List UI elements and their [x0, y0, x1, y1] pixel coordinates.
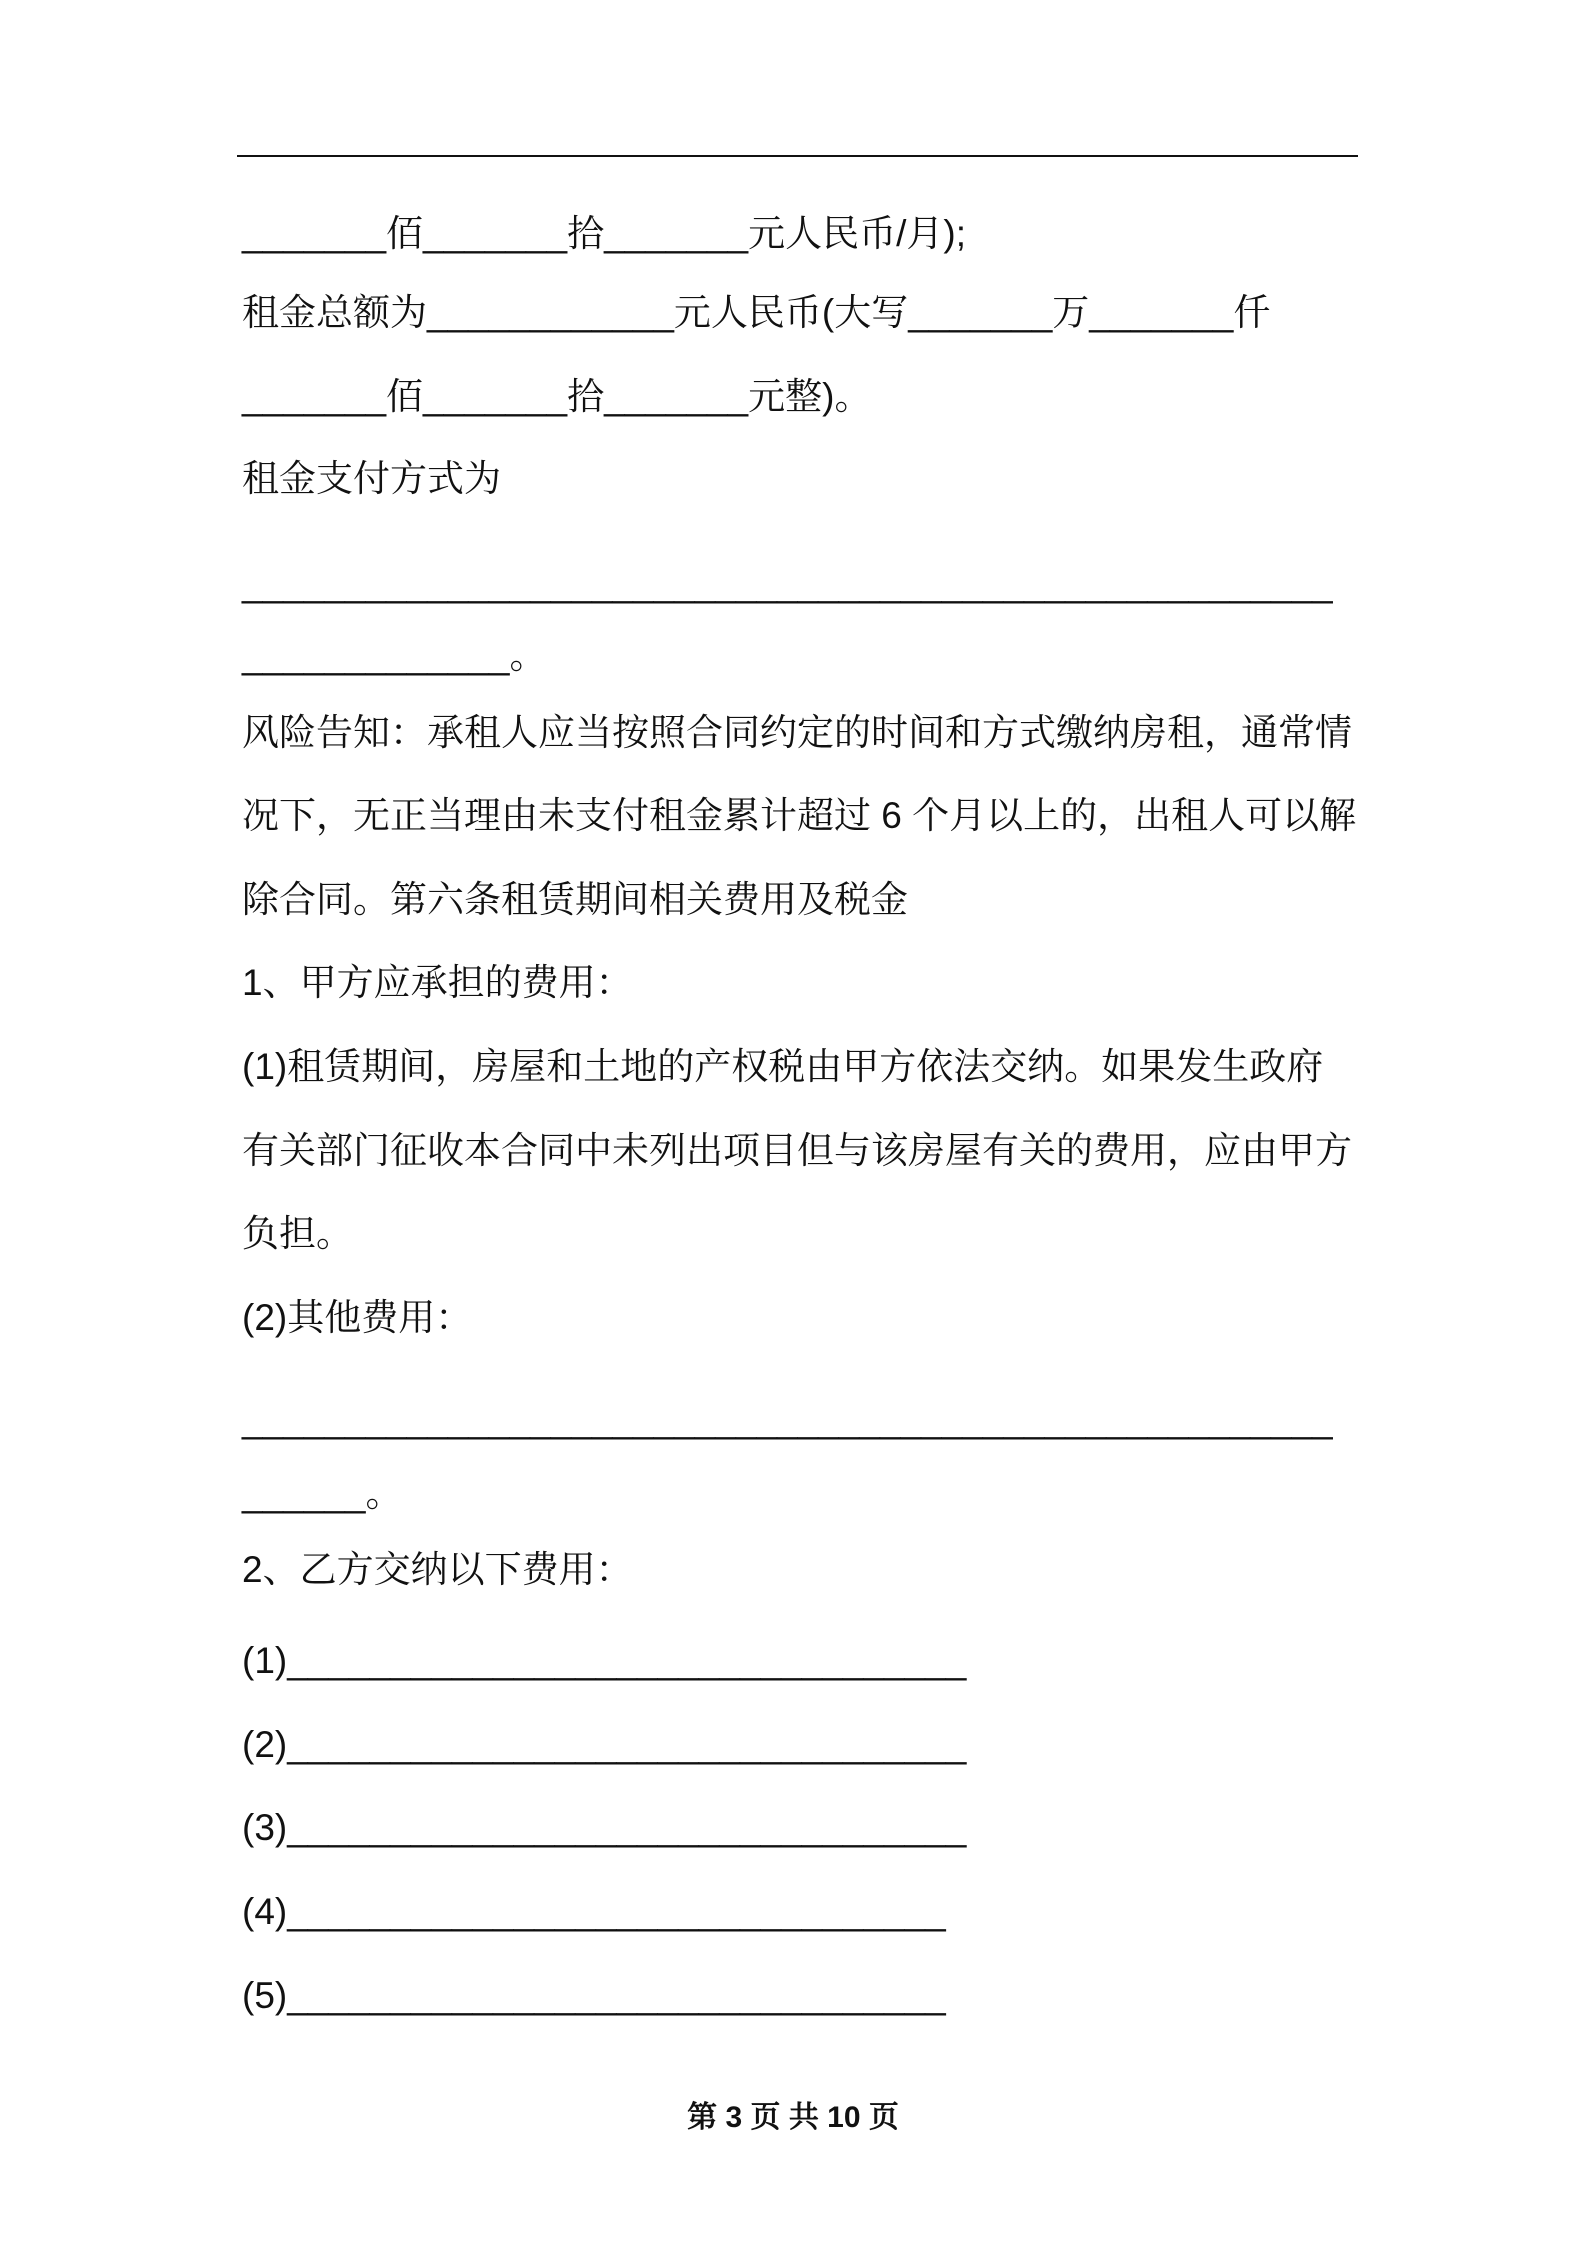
text-line: _____________。	[242, 635, 547, 676]
text-line: _______佰_______拾_______元人民币/月);	[242, 213, 967, 254]
text-line: 有关部门征收本合同中未列出项目但与该房屋有关的费用，应由甲方	[242, 1130, 1352, 1171]
page-number-footer: 第 3 页 共 10 页	[687, 2101, 899, 2134]
text-line: 租金支付方式为	[242, 458, 501, 499]
text-line: 除合同。第六条租赁期间相关费用及税金	[242, 879, 908, 920]
text-line: 2、乙方交纳以下费用：	[242, 1549, 633, 1590]
text-line: (5)________________________________	[242, 1975, 946, 2016]
text-line: (4)________________________________	[242, 1891, 946, 1932]
text-line: _______佰_______拾_______元整)。	[242, 376, 872, 417]
text-line: 风险告知：承租人应当按照合同约定的时间和方式缴纳房租，通常情	[242, 712, 1352, 753]
text-line: ______。	[242, 1473, 403, 1514]
text-line: _____________________________________________________	[242, 563, 1333, 604]
text-line: (1)租赁期间，房屋和土地的产权税由甲方依法交纳。如果发生政府	[242, 1046, 1324, 1087]
text-line: (3)_________________________________	[242, 1807, 967, 1848]
text-line: (1)_________________________________	[242, 1640, 967, 1681]
text-line: 负担。	[242, 1213, 353, 1254]
text-line: 租金总额为____________元人民币(大写_______万_______仟	[242, 292, 1271, 333]
text-line: (2)_________________________________	[242, 1724, 967, 1765]
text-line: _____________________________________________________	[242, 1399, 1333, 1440]
text-line: 况下，无正当理由未支付租金累计超过 6 个月以上的，出租人可以解	[242, 795, 1357, 836]
text-line: 1、甲方应承担的费用：	[242, 962, 633, 1003]
text-line: (2)其他费用：	[242, 1297, 473, 1338]
header-rule	[237, 155, 1358, 157]
